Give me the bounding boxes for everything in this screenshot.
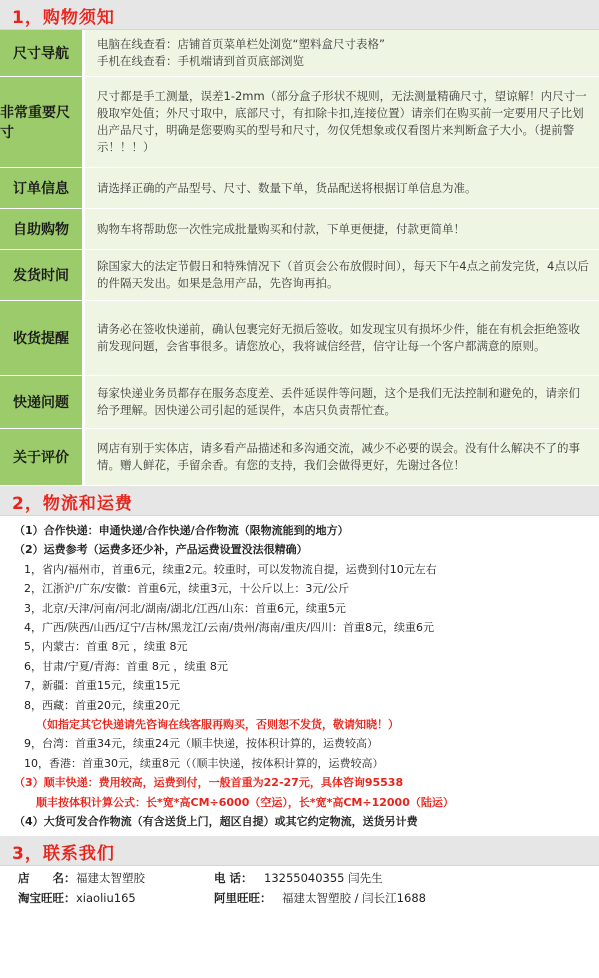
notice-row [0,209,599,250]
shipping-line: 7，新疆：首重15元，续重15元 [24,679,180,693]
shipping-line: （如指定其它快递请先咨询在线客服再购买，否则恕不发货，敬请知晓！） [36,718,399,732]
notice-line: 购物车将帮助您一次性完成批量购买和付款，下单更便捷，付款更简单！ [97,221,465,236]
notice-row [0,429,599,486]
shipping-line: 3，北京/天津/河南/河北/湖南/湖北/江西/山东：首重6元，续重5元 [24,601,346,615]
notice-row-label: 快递问题 [0,376,85,428]
notice-row-text [85,209,599,249]
notice-line: 手机在线查看：手机端请到首页底部浏览 [97,54,304,68]
notice-row-text [85,301,599,375]
notice-row [0,30,599,77]
shipping-line: （4）大货可发合作物流（有含送货上门，超区自提）或其它约定物流，送货另计费 [14,815,418,829]
aliwangwang-value: 福建太智塑胶 / 闫长江1688 [282,890,426,905]
notice-row-text [85,429,599,485]
store-label: 店 名： [18,870,76,885]
section-header-contact [0,836,599,866]
notice-line: 电脑在线查看：店铺首页菜单栏处浏览“塑料盒尺寸表格” [97,37,385,51]
contact-line [18,868,599,888]
contact-line [18,888,599,908]
shipping-line: 5，内蒙古：首重 8元 ，续重 8元 [24,640,188,654]
section-title: 3，联系我们 [12,843,115,864]
section-header-shipping [0,486,599,516]
notice-line: 尺寸都是手工测量，误差1-2mm（部分盒子形状不规则，无法测量精确尺寸，望谅解！内尺寸一般取窄处值；外尺寸取中，底部尺寸，有扣除卡扣,连接位置）请亲们在购买前一定要用尺子比划出产品尺寸，明确是您要购买的型号和尺寸，勿仅凭想象或仅看图片来判断盒子大小。（提前警示！！！） [97,89,587,154]
notice-row-text [85,376,599,428]
contact-info [0,866,599,908]
section-title: 1，购物须知 [12,8,115,28]
phone-label: 电 话： [214,870,253,885]
notice-row [0,301,599,376]
notice-row-text [85,77,599,167]
shipping-line: （3）顺丰快递：费用较高，运费到付，一般首重为22-27元，具体咨询95538 [14,776,404,790]
section-title: 2，物流和运费 [12,494,133,514]
store-value: 福建太智塑胶 [76,870,145,885]
notice-row-label: 尺寸导航 [0,30,85,76]
notice-row-label: 发货时间 [0,250,85,300]
notice-row-label: 非常重要尺寸 [0,77,85,167]
notice-line: 除国家大的法定节假日和特殊情况下（首页会公布放假时间），每天下午4点之前发完货，4点以后的件隔天发出。如果是急用产品，先咨询再拍。 [97,259,589,290]
aliwangwang-label: 阿里旺旺： [214,890,272,905]
notice-line: 每家快递业务员都存在服务态度差、丢件延误件等问题，这个是我们无法控制和避免的，请亲们给予理解。因快递公司引起的延误件，本店只负责帮忙查。 [97,386,580,417]
notice-row [0,168,599,209]
notice-row [0,250,599,301]
shipping-line: 10，香港：首重30元，续重8元（（顺丰快递，按体积计算的，运费较高） [24,756,384,770]
shipping-line: 2，江浙沪/广东/安徽：首重6元，续重3元，十公斤以上：3元/公斤 [24,582,350,596]
shipping-line: （2）运费参考（运费多还少补，产品运费设置没法很精确） [14,543,308,557]
notice-row-label: 收货提醒 [0,301,85,375]
notice-line: 网店有别于实体店，请多看产品描述和多沟通交流，减少不必要的误会。没有什么解决不了的事情。赠人鲜花，手留余香。有您的支持，我们会做得更好，先谢过各位！ [97,441,580,472]
taobao-value: xiaoliu165 [76,890,136,905]
shipping-line: （1）合作快递：申通快递/合作快递/合作物流（限物流能到的地方） [14,524,349,537]
notice-row-text [85,250,599,300]
notice-row-text [85,168,599,208]
notice-row-label: 订单信息 [0,168,85,208]
notice-line: 请务必在签收快递前，确认包裹完好无损后签收。如发现宝贝有损坏少件，能在有机会拒绝签收前发现问题，会省事很多。请您放心，我将诚信经营，信守让每一个客户都满意的原则。 [97,322,580,353]
notice-row-label: 自助购物 [0,209,85,249]
shipping-line: 6，甘肃/宁夏/青海：首重 8元 ，续重 8元 [24,659,228,673]
notice-row [0,376,599,429]
notice-table [0,30,599,486]
notice-line: 请选择正确的产品型号、尺寸、数量下单，货品配送将根据订单信息为准。 [97,180,477,195]
notice-row-text [85,30,599,76]
shipping-line: 8，西藏：首重20元，续重20元 [24,698,180,712]
notice-row [0,77,599,168]
shipping-line: 顺丰按体积计算公式：长*宽*高CM÷6000（空运），长*宽*高CM÷12000（陆运） [36,795,454,809]
shipping-line: 9，台湾：首重34元，续重24元（顺丰快递，按体积计算的，运费较高） [24,737,378,751]
section-header-notice [0,0,599,30]
shipping-line: 1，省内/福州市，首重6元，续重2元。较重时，可以发物流自提，运费到付10元左右 [24,562,437,576]
notice-row-label: 关于评价 [0,429,85,485]
shipping-info [0,516,599,836]
shipping-line: 4，广西/陕西/山西/辽宁/吉林/黑龙江/云南/贵州/海南/重庆/四川：首重8元，续重6元 [24,621,435,635]
phone-value: 13255040355 闫先生 [264,870,383,885]
taobao-label: 淘宝旺旺： [18,890,76,905]
